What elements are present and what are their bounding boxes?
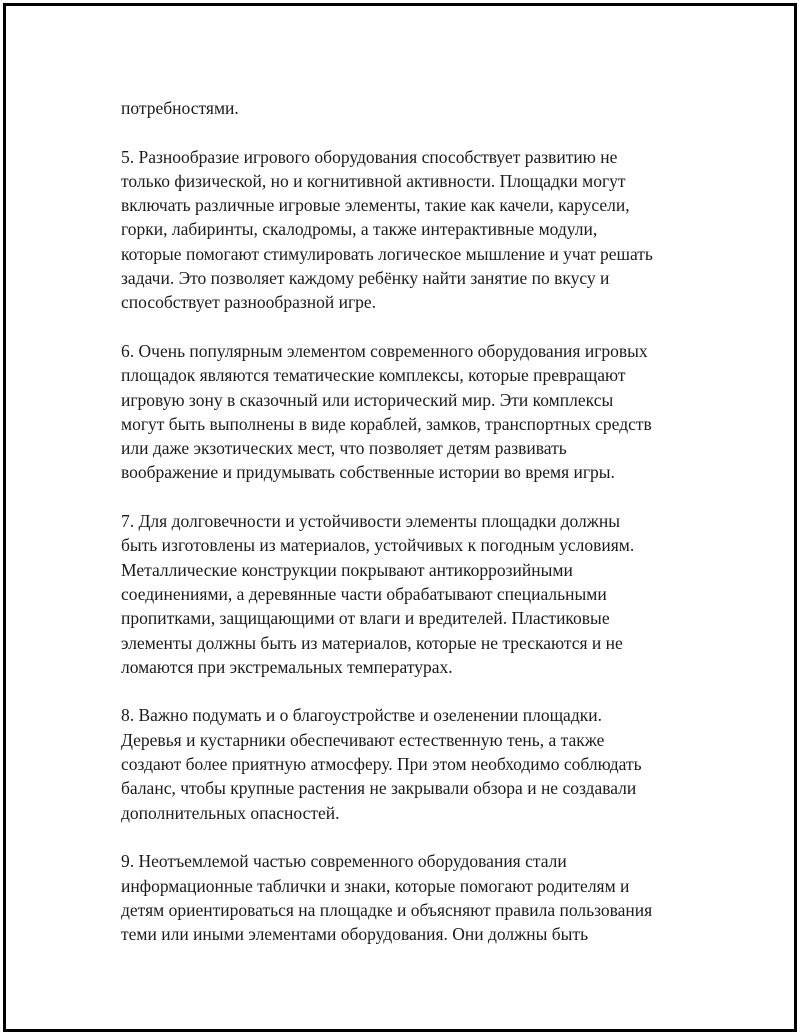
text-line: создают более приятную атмосферу. При этом необходимо соблюдать [121,754,642,775]
text-line: только физической, но и когнитивной активности. Площадки могут [121,170,626,191]
text-line: баланс, чтобы крупные растения не закрывали обзора и не создавали [121,778,637,799]
text-line: 5. Разнообразие игрового оборудования способствует развитию не [121,146,618,167]
paragraph-item-9 [121,849,721,946]
text-line: горки, лабиринты, скалодромы, а также интерактивные модули, [121,219,598,240]
text-line: задачи. Это позволяет каждому ребёнку найти занятие по вкусу и [121,268,610,289]
document-body [121,96,721,971]
paragraph-item-8 [121,703,721,824]
paragraph-item-6 [121,339,721,485]
paragraph-continuation [121,96,721,120]
text-line: 6. Очень популярным элементом современного оборудования игровых [121,340,648,361]
text-line: быть изготовлены из материалов, устойчивых к погодным условиям. [121,535,635,556]
text-line: ломаются при экстремальных температурах. [121,656,453,677]
text-line: теми или иными элементами оборудования. Они должны быть [121,924,589,945]
text-line: которые помогают стимулировать логическое мышление и учат решать [121,243,653,264]
text-line: включать различные игровые элементы, такие как качели, карусели, [121,195,630,216]
text-line: потребностями. [121,98,239,118]
text-line: детям ориентироваться на площадке и объясняют правила пользования [121,899,653,920]
text-line: игровую зону в сказочный или исторический мир. Эти комплексы [121,389,614,410]
text-line: информационные таблички и знаки, которые помогают родителям и [121,875,630,896]
paragraph-item-5 [121,145,721,315]
text-line: могут быть выполнены в виде кораблей, замков, транспортных средств [121,413,652,434]
text-line: 8. Важно подумать и о благоустройстве и озеленении площадки. [121,705,602,726]
text-line: 7. Для долговечности и устойчивости элементы площадки должны [121,511,620,532]
text-line: элементы должны быть из материалов, которые не трескаются и не [121,632,623,653]
paragraph-item-7 [121,509,721,679]
text-line: дополнительных опасностей. [121,802,340,823]
text-line: соединениями, а деревянные части обрабатывают специальными [121,583,607,604]
text-line: площадок являются тематические комплексы, которые превращают [121,365,626,386]
text-line: пропитками, защищающими от влаги и вредителей. Пластиковые [121,608,610,629]
page-frame [3,3,797,1032]
text-line: Металлические конструкции покрывают антикоррозийными [121,559,573,580]
text-line: 9. Неотъемлемой частью современного оборудования стали [121,851,567,872]
text-line: Деревья и кустарники обеспечивают естественную тень, а также [121,729,605,750]
text-line: или даже экзотических мест, что позволяет детям развивать [121,438,567,459]
text-line: воображение и придумывать собственные истории во время игры. [121,462,615,483]
text-line: способствует разнообразной игре. [121,292,377,313]
